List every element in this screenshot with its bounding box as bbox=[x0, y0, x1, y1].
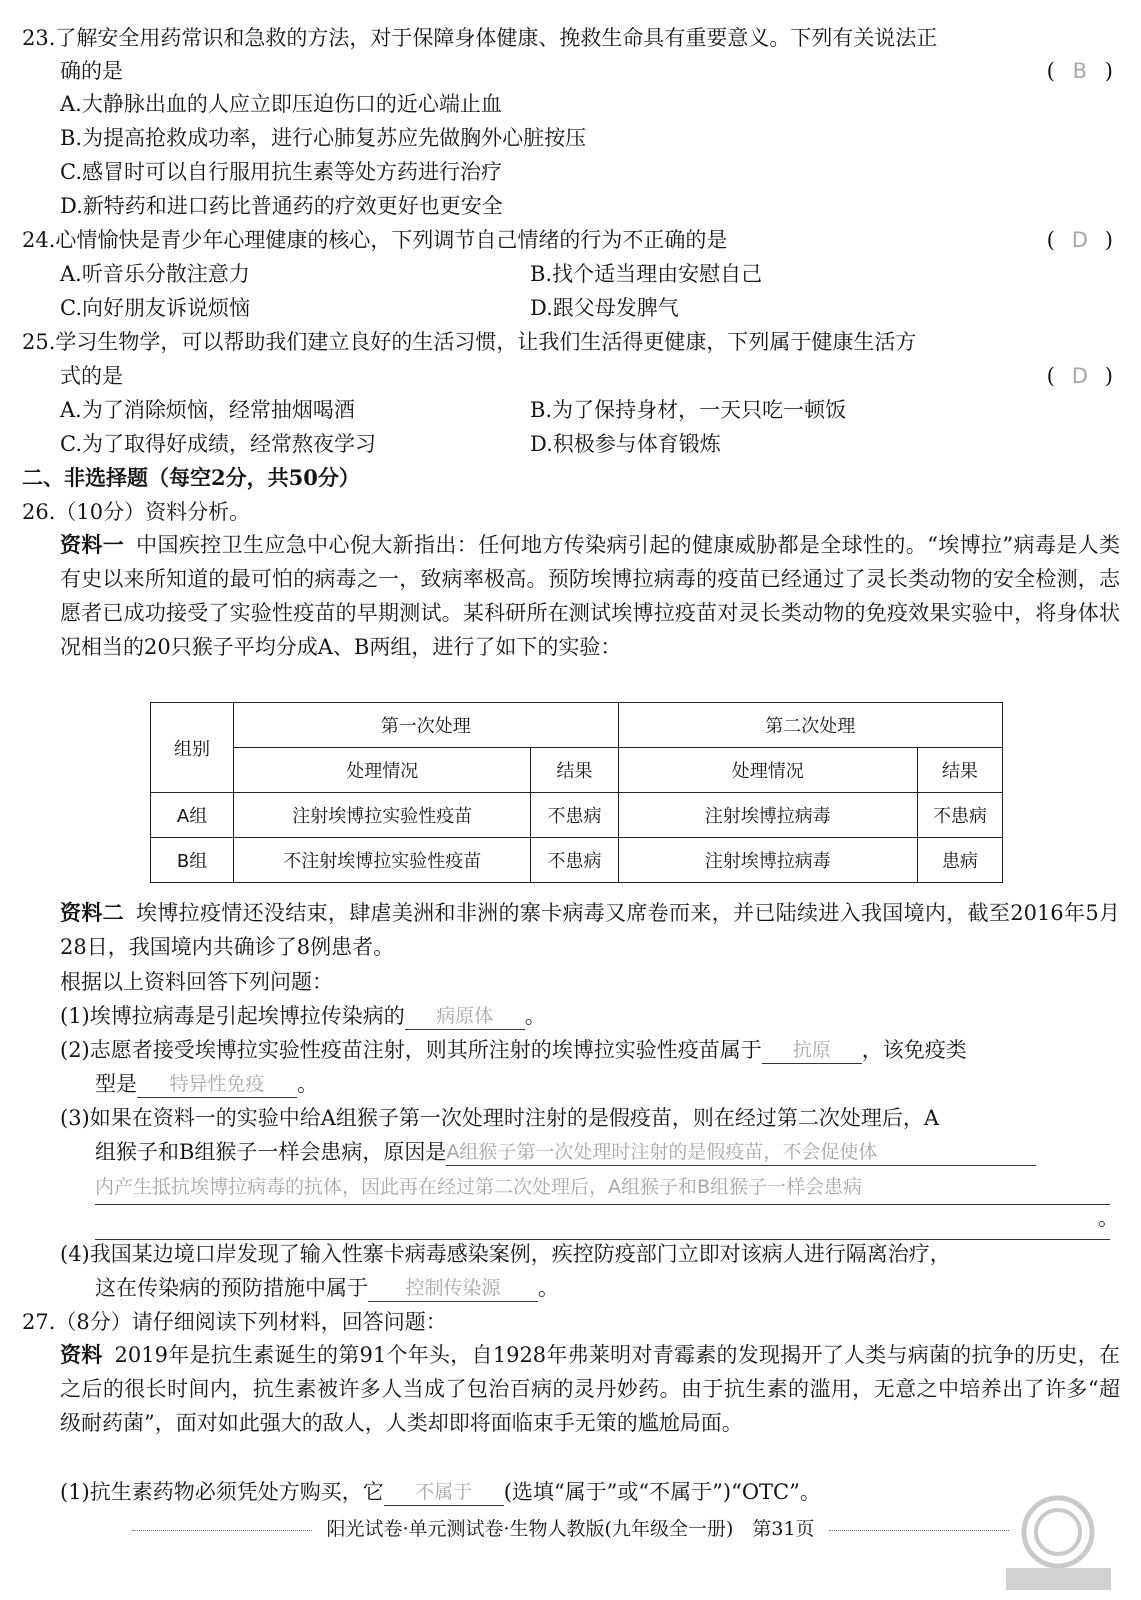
q26-material2 bbox=[60, 896, 1120, 964]
q26-sub1 bbox=[60, 1002, 546, 1030]
q25-option-b: B.为了保持身材，一天只吃一顿饭 bbox=[530, 398, 847, 422]
q23-stem-cont: 确的是 bbox=[60, 59, 123, 83]
q26-material1-text: 中国疾控卫生应急中心倪大新指出：任何地方传染病引起的健康威胁都是全球性的。“埃博拉”病毒是人类有史以来所知道的最可怕的病毒之一，致病率极高。预防埃博拉病毒的疫苗已经通过了灵长类动物的安全检测，志愿者已成功接受了实验性疫苗的早期测试。某科研所在测试埃博拉疫苗对灵长类动物的免疫效果实验中，将身体状况相当的20只猴子平均分成A、B两组，进行了如下的实验： bbox=[60, 533, 1121, 659]
q26-sub4-cont-text: 这在传染病的预防措施中属于 bbox=[95, 1276, 368, 1300]
q23-answer: ( B ) bbox=[1046, 59, 1113, 83]
table-cell-t1: 注射埃博拉实验性疫苗 bbox=[234, 793, 531, 838]
table-cell-r2: 患病 bbox=[917, 838, 1002, 883]
q27-material-text: 2019年是抗生素诞生的第91个年头，自1928年弗莱明对青霉素的发现揭开了人类与病菌的抗争的历史，在之后的很长时间内，抗生素被许多人当成了包治百病的灵丹妙药。由于抗生素的滥用，无意之中培养出了许多“超级耐药菌”，面对如此强大的敌人，人类却即将面临束手无策的尴尬局面。 bbox=[60, 1343, 1121, 1435]
q27-material-label: 资料 bbox=[60, 1342, 103, 1367]
q24-stem: 24.心情愉快是青少年心理健康的核心，下列调节自己情绪的行为不正确的是 bbox=[22, 228, 728, 252]
q27-sub1 bbox=[60, 1478, 821, 1506]
table-cell-group: B组 bbox=[151, 838, 234, 883]
table-header-second: 第二次处理 bbox=[618, 703, 1002, 748]
table-header-result-2: 结果 bbox=[917, 748, 1002, 793]
q26-sub3-end: 。 bbox=[1098, 1206, 1119, 1230]
q26-title: 26.（10分）资料分析。 bbox=[22, 500, 251, 524]
q26-sub2-text: (2)志愿者接受埃博拉实验性疫苗注射，则其所注射的埃博拉实验性疫苗属于 bbox=[60, 1038, 762, 1062]
q24-answer: ( D ) bbox=[1046, 228, 1113, 252]
q26-sub2-blank1: 抗原 bbox=[762, 1037, 862, 1064]
table-row bbox=[151, 838, 1003, 883]
q25-stem-cont: 式的是 bbox=[60, 364, 123, 388]
q26-material1 bbox=[60, 528, 1120, 664]
section-heading: 二、非选择题（每空2分，共50分） bbox=[22, 465, 360, 490]
q26-sub2 bbox=[60, 1036, 967, 1064]
q26-material2-label: 资料二 bbox=[60, 900, 124, 925]
q24-option-c: C.向好朋友诉说烦恼 bbox=[60, 296, 250, 320]
q26-sub1-text: (1)埃博拉病毒是引起埃博拉传染病的 bbox=[60, 1004, 405, 1028]
q25-option-a: A.为了消除烦恼，经常抽烟喝酒 bbox=[60, 398, 355, 422]
q26-sub2-end: 。 bbox=[297, 1072, 318, 1096]
table-cell-t2: 注射埃博拉病毒 bbox=[618, 793, 917, 838]
table-row bbox=[151, 793, 1003, 838]
q23-option-b: B.为提高抢救成功率，进行心肺复苏应先做胸外心脏按压 bbox=[60, 126, 587, 150]
q27-sub1-text: (1)抗生素药物必须凭处方购买，它 bbox=[60, 1480, 384, 1504]
q23-answer-letter: B bbox=[1072, 59, 1087, 83]
q26-sub3-cont bbox=[95, 1138, 1036, 1166]
table-header-result-1: 结果 bbox=[531, 748, 618, 793]
q26-sub3: (3)如果在资料一的实验中给A组猴子第一次处理时注射的是假疫苗，则在经过第二次处理后，A bbox=[60, 1106, 940, 1130]
table-header-first: 第一次处理 bbox=[234, 703, 618, 748]
q26-sub1-blank: 病原体 bbox=[405, 1003, 525, 1030]
q25-option-d: D.积极参与体育锻炼 bbox=[530, 432, 721, 456]
q25-answer-letter: D bbox=[1071, 364, 1088, 388]
q27-sub1-end: (选填“属于”或“不属于”)“OTC”。 bbox=[503, 1480, 821, 1504]
q24-option-b: B.找个适当理由安慰自己 bbox=[530, 262, 763, 286]
q23-option-c: C.感冒时可以自行服用抗生素等处方药进行治疗 bbox=[60, 160, 502, 184]
q23-stem: 23.了解安全用药常识和急救的方法，对于保障身体健康、挽救生命具有重要意义。下列有关说法正 bbox=[22, 26, 938, 50]
q26-material2-text: 埃博拉疫情还没结束，肆虐美洲和非洲的寨卡病毒又席卷而来，并已陆续进入我国境内，截至2016年5月28日，我国境内共确诊了8例患者。 bbox=[60, 901, 1121, 959]
q25-answer: ( D ) bbox=[1046, 364, 1113, 388]
q26-sub3-blank-b: 内产生抵抗埃博拉病毒的抗体，因此再在经过第二次处理后，A组猴子和B组猴子一样会患病 bbox=[95, 1170, 1110, 1205]
q25-stem: 25.学习生物学，可以帮助我们建立良好的生活习惯，让我们生活得更健康，下列属于健康生活方 bbox=[22, 330, 917, 354]
q26-sub4-cont bbox=[95, 1274, 559, 1302]
q27-sub1-blank: 不属于 bbox=[384, 1479, 504, 1506]
q26-sub2-cont bbox=[95, 1070, 318, 1098]
q26-sub2-cont-text: 型是 bbox=[95, 1072, 137, 1096]
table-cell-t2: 注射埃博拉病毒 bbox=[618, 838, 917, 883]
q26-material1-label: 资料一 bbox=[60, 532, 125, 557]
table-header-handling-2: 处理情况 bbox=[618, 748, 917, 793]
q23-option-a: A.大静脉出血的人应立即压迫伤口的近心端止血 bbox=[60, 92, 502, 116]
footer-text: 阳光试卷·单元测试卷·生物人教版(九年级全一册) 第31页 bbox=[326, 1518, 815, 1540]
watermark-logo bbox=[986, 1490, 1131, 1595]
q26-sub3-blank-lines bbox=[95, 1170, 1110, 1240]
q27-material bbox=[60, 1338, 1120, 1440]
q26-sub4-end: 。 bbox=[538, 1276, 559, 1300]
q26-sub2-blank2: 特异性免疫 bbox=[137, 1071, 297, 1098]
q26-sub2-mid: ，该免疫类 bbox=[861, 1038, 967, 1062]
q24-answer-letter: D bbox=[1071, 228, 1088, 252]
q24-option-d: D.跟父母发脾气 bbox=[530, 296, 679, 320]
q26-sub3-blank-c bbox=[95, 1205, 1110, 1240]
footer-dots-right bbox=[829, 1530, 1009, 1531]
q26-sub1-end: 。 bbox=[524, 1004, 546, 1028]
table-cell-group: A组 bbox=[151, 793, 234, 838]
table-cell-r2: 不患病 bbox=[917, 793, 1002, 838]
footer-dots-left bbox=[132, 1530, 312, 1531]
table-header-group: 组别 bbox=[151, 703, 234, 793]
table-cell-t1: 不注射埃博拉实验性疫苗 bbox=[234, 838, 531, 883]
table-cell-r1: 不患病 bbox=[531, 793, 618, 838]
experiment-table bbox=[150, 702, 1003, 883]
q24-option-a: A.听音乐分散注意力 bbox=[60, 262, 250, 286]
q26-sub4: (4)我国某边境口岸发现了输入性寨卡病毒感染案例，疾控防疫部门立即对该病人进行隔离治疗， bbox=[60, 1242, 951, 1266]
table-header-handling-1: 处理情况 bbox=[234, 748, 531, 793]
q26-sub4-blank: 控制传染源 bbox=[368, 1275, 538, 1302]
q27-title: 27.（8分）请仔细阅读下列材料，回答问题： bbox=[22, 1310, 447, 1334]
q26-sub3-cont-text: 组猴子和B组猴子一样会患病，原因是 bbox=[95, 1140, 447, 1164]
table-cell-r1: 不患病 bbox=[531, 838, 618, 883]
q23-option-d: D.新特药和进口药比普通药的疗效更好也更安全 bbox=[60, 194, 503, 218]
q25-option-c: C.为了取得好成绩，经常熬夜学习 bbox=[60, 432, 376, 456]
page-footer bbox=[0, 1515, 1141, 1543]
q26-sub3-blank-a: A组猴子第一次处理时注射的是假疫苗，不会促使体 bbox=[446, 1139, 1036, 1166]
q26-prompt: 根据以上资料回答下列问题： bbox=[60, 970, 333, 994]
